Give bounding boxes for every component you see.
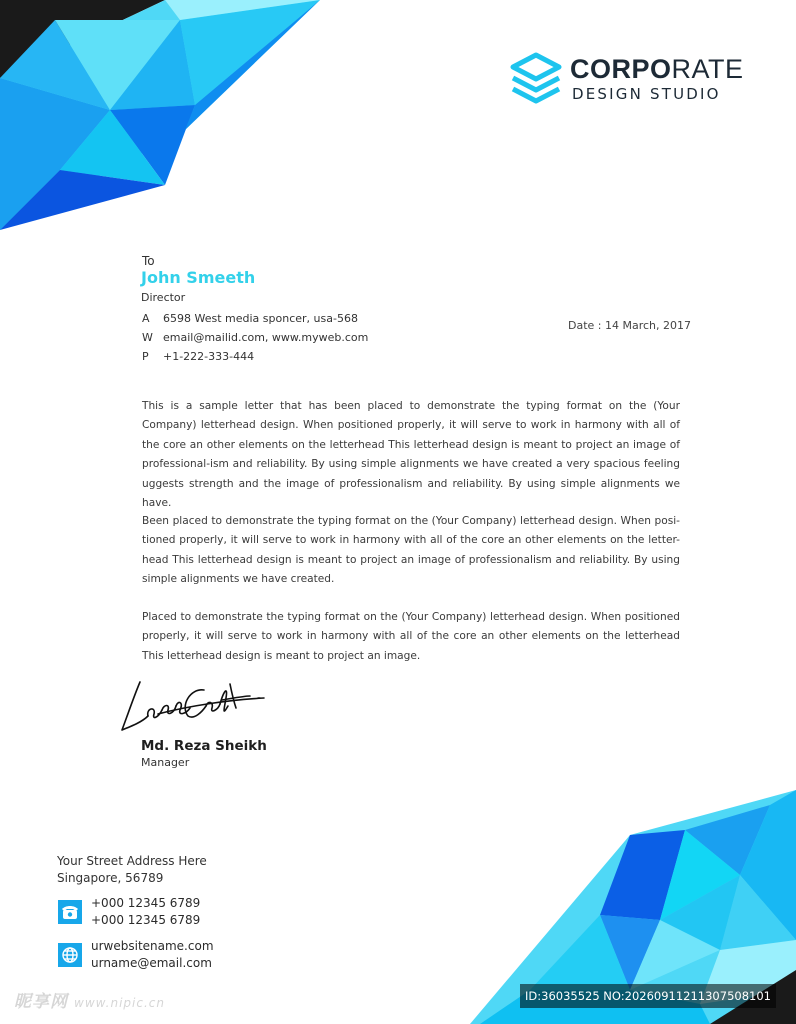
handwritten-signature — [118, 676, 268, 736]
footer-website: urwebsitename.com — [91, 939, 214, 953]
watermark-left — [14, 987, 165, 1012]
phone-key: P — [142, 350, 149, 363]
body-paragraph-2: Been placed to demonstrate the typing format on the (Your Company) letterhead design. When posi-tioned properly, it will serve to work in harmony with all of the core an other elements on the letter-head This letterhead design is meant to project an image of professionalism and reliability. By using simple alignments we have created. — [142, 515, 680, 586]
watermark-brand: 昵享网 — [14, 992, 68, 1012]
top-left-polygon-decoration — [0, 0, 330, 240]
recipient-web — [142, 331, 368, 344]
footer-email: urname@email.com — [91, 956, 212, 970]
recipient-title: Director — [141, 291, 186, 304]
phone-icon — [58, 900, 82, 924]
globe-icon — [58, 943, 82, 967]
logo-wordmark: CORPORATE — [570, 54, 744, 84]
to-label: To — [142, 254, 155, 268]
recipient-address — [142, 312, 358, 325]
footer-address-line-1: Your Street Address Here — [57, 854, 207, 868]
logo-subtitle: DESIGN STUDIO — [572, 85, 721, 103]
body-paragraph-3: Placed to demonstrate the typing format on the (Your Company) letterhead design. When positioned properly, it will serve to work in harmony with all of the core an other elements on the letterhead This letterhead design is meant to project an image. — [142, 611, 680, 662]
recipient-phone — [142, 350, 254, 363]
letter-date: Date : 14 March, 2017 — [568, 319, 692, 332]
footer-address-line-2: Singapore, 56789 — [57, 871, 164, 885]
footer-phone-2: +000 12345 6789 — [91, 913, 201, 927]
body-paragraph-1: This is a sample letter that has been placed to demonstrate the typing format on the (Your Company) letterhead design. When positioned properly, it will serve to work in harmony with all of the core an other elements on the letterhead This letterhead design is meant to project an image of professional-ism and reliability. By using simple alignments we have created a very spacious feeling uggests strength and the image of professionalism and reliability. By using simple alignments we have. — [142, 400, 680, 510]
recipient-name: John Smeeth — [141, 268, 256, 287]
footer-phone-1: +000 12345 6789 — [91, 896, 201, 910]
signer-role: Manager — [141, 756, 190, 769]
company-logo — [510, 52, 750, 108]
address-value: 6598 West media sponcer, usa-568 — [163, 312, 358, 325]
watermark-id-strip: ID:36035525 NO:20260911211307508101 — [520, 984, 776, 1008]
signer-name: Md. Reza Sheikh — [141, 738, 267, 754]
stacked-layers-icon — [510, 52, 562, 106]
watermark-url: www.nipic.cn — [74, 996, 165, 1010]
address-key: A — [142, 312, 150, 325]
web-value: email@mailid.com, www.myweb.com — [163, 331, 369, 344]
web-key: W — [142, 331, 153, 344]
phone-value: +1-222-333-444 — [163, 350, 255, 363]
